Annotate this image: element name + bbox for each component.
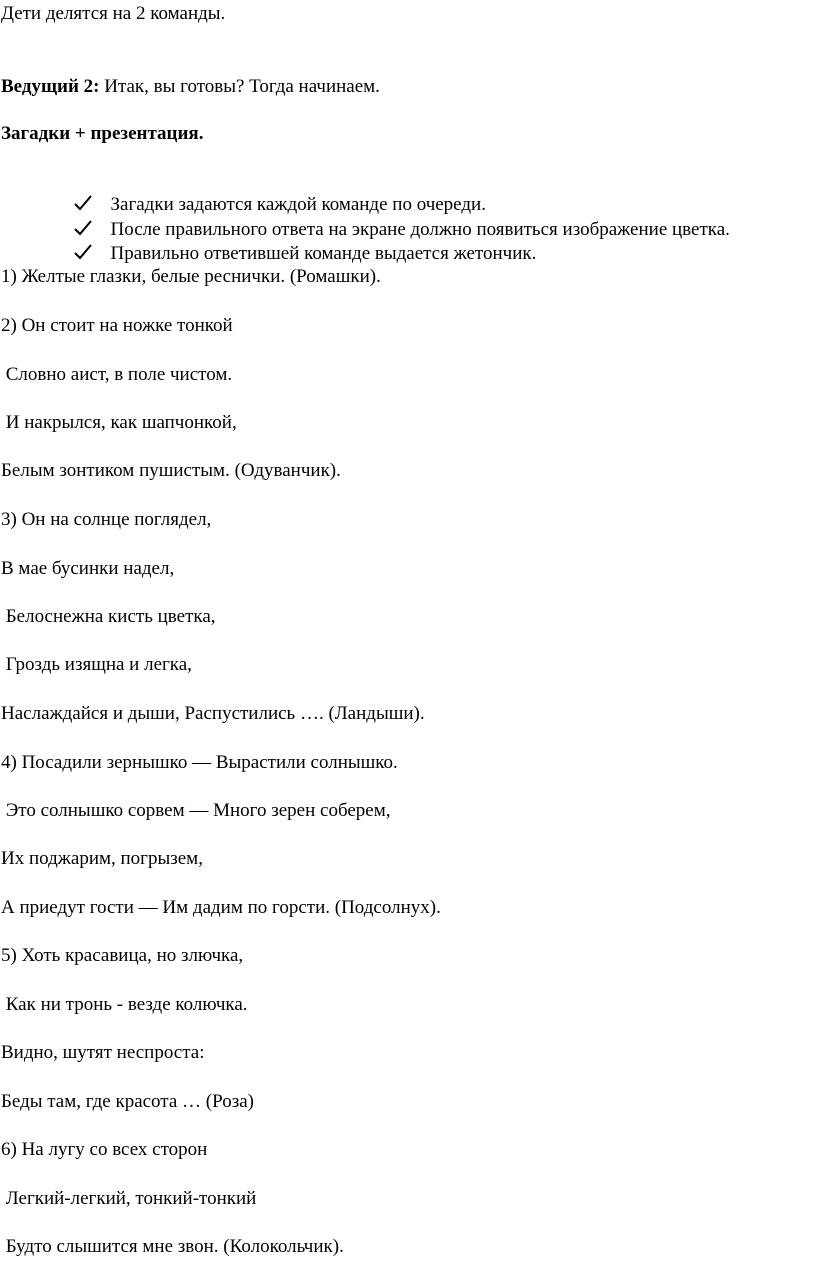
host-label: Ведущий 2: — [1, 76, 100, 97]
riddle-line: Это солнышко сорвем — Много зерен соберем, — [1, 800, 391, 821]
checklist-item-text: Загадки задаются каждой команде по очереди. — [110, 194, 486, 215]
riddle-line: И накрылся, как шапчонкой, — [1, 412, 237, 433]
riddle-line: Белоснежна кисть цветка, — [1, 606, 216, 627]
riddle-line: Как ни тронь - везде колючка. — [1, 994, 248, 1015]
riddle-line: Словно аист, в поле чистом. — [1, 364, 233, 385]
riddle-line: 4) Посадили зернышко — Вырастили солнышко. — [1, 752, 398, 773]
riddle-line: 6) На лугу со всех сторон — [1, 1139, 208, 1160]
intro-text: Дети делятся на 2 команды. — [1, 3, 226, 24]
riddle-line: Наслаждайся и дыши, Распустились …. (Ландыши). — [1, 703, 425, 724]
checklist-item-text: Правильно ответившей команде выдается жетончик. — [110, 243, 537, 264]
riddle-line: 3) Он на солнце поглядел, — [1, 509, 212, 530]
checkmark-icon — [73, 242, 93, 262]
riddle-line: Белым зонтиком пушистым. (Одуванчик). — [1, 460, 341, 481]
section-title: Загадки + презентация. — [1, 123, 204, 144]
checklist-item-text: После правильного ответа на экране должно появиться изображение цветка. — [110, 219, 730, 240]
riddle-line: 1) Желтые глазки, белые реснички. (Ромашки). — [1, 266, 381, 287]
riddle-line: 5) Хоть красавица, но злючка, — [1, 945, 244, 966]
riddle-line: Их поджарим, погрызем, — [1, 848, 203, 869]
riddle-line: Легкий-легкий, тонкий-тонкий — [1, 1188, 257, 1209]
riddle-line: Будто слышится мне звон. (Колокольчик). — [1, 1236, 344, 1257]
riddle-line: 2) Он стоит на ножке тонкой — [1, 315, 233, 336]
riddle-line: Беды там, где красота … (Роза) — [1, 1091, 254, 1112]
riddle-line: Гроздь изящна и легка, — [1, 654, 192, 675]
host-line — [1, 75, 380, 99]
riddle-line: В мае бусинки надел, — [1, 558, 175, 579]
host-text: Итак, вы готовы? Тогда начинаем. — [99, 76, 380, 97]
riddle-line: Видно, шутят неспроста: — [1, 1042, 205, 1063]
riddle-line: А приедут гости — Им дадим по горсти. (Подсолнух). — [1, 897, 441, 918]
